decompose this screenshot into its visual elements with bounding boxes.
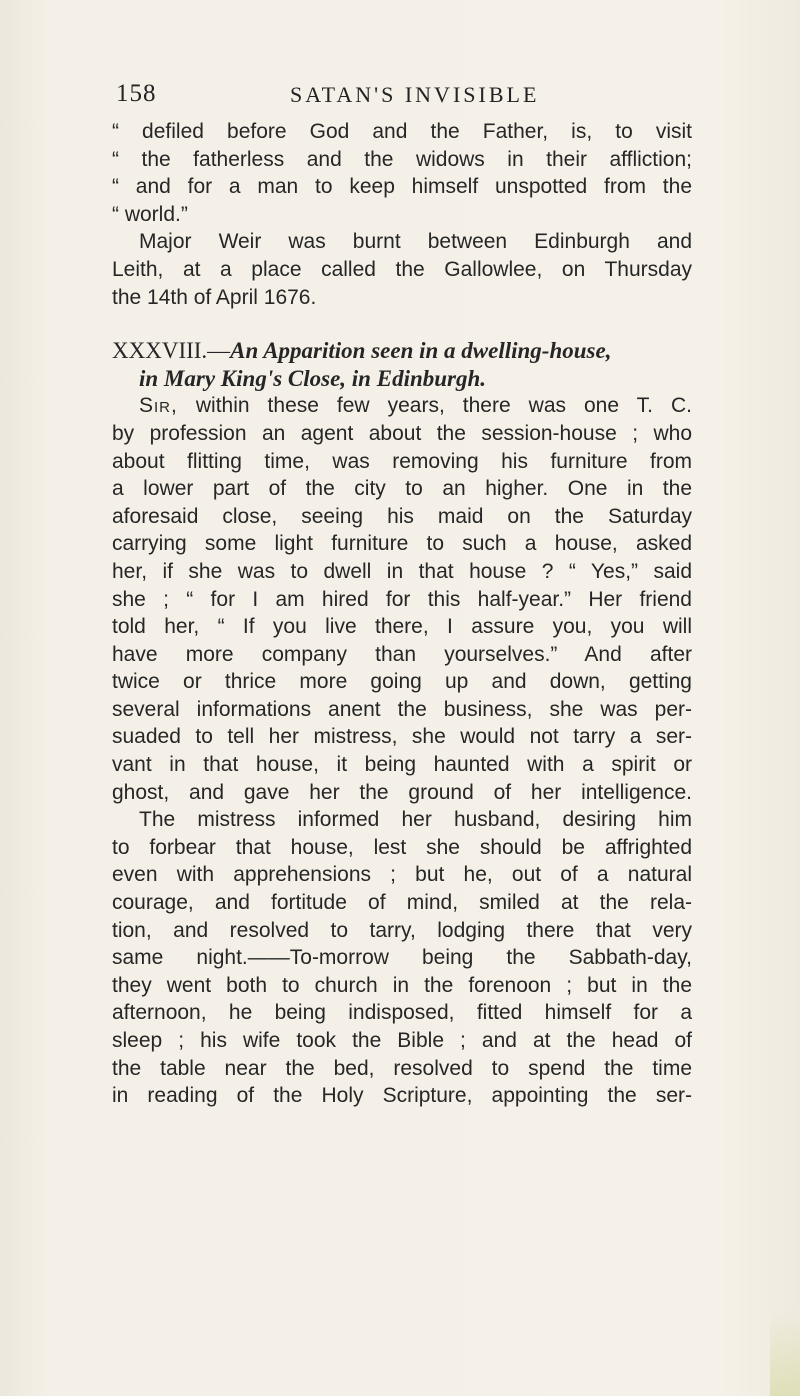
page-header — [108, 74, 688, 114]
text-line: sleep ; his wife took the Bible ; and at the head of — [112, 1029, 692, 1052]
page-number: 158 — [116, 80, 157, 107]
text-line: “ defiled before God and the Father, is, to visit — [112, 120, 692, 143]
text-line: about flitting time, was removing his furniture from — [112, 449, 692, 473]
text-line: have more company than yourselves.” And after — [112, 642, 692, 666]
text-line: even with apprehensions ; but he, out of a natural — [112, 863, 692, 887]
text-line: to forbear that house, lest she should be affrighted — [112, 835, 692, 859]
text-line: Major Weir was burnt between Edinburgh and — [139, 230, 692, 254]
text-line: her, if she was to dwell in that house ? “ Yes,” said — [112, 559, 692, 583]
text-line: ghost, and gave her the ground of her intelligence. — [112, 780, 692, 804]
text-line: she ; “ for I am hired for this half-year.” Her friend — [112, 587, 692, 611]
text-line: “ the fatherless and the widows in their affliction; — [112, 147, 692, 171]
text-line: vant in that house, it being haunted with a spirit or — [112, 753, 692, 777]
text-line: “ and for a man to keep himself unspotted from the — [112, 175, 692, 199]
section-gap — [112, 311, 692, 337]
text-line: “ world.” — [112, 202, 188, 226]
text-line: a lower part of the city to an higher. One in the — [112, 477, 692, 501]
text-line: tion, and resolved to tarry, lodging there that very — [112, 918, 692, 942]
page-body — [112, 118, 692, 1110]
text-line: the 14th of April 1676. — [112, 285, 317, 309]
text-line: same night.——To-morrow being the Sabbath-day, — [112, 946, 692, 970]
text-line: several informations anent the business, she was per- — [112, 697, 692, 721]
text-line: by profession an agent about the session-house ; who — [112, 421, 692, 445]
page-stain — [770, 1310, 800, 1396]
section-heading — [112, 337, 692, 365]
section-number: XXXVIII.— — [112, 338, 231, 364]
text-line: twice or thrice more going up and down, getting — [112, 670, 692, 694]
text-line: they went both to church in the forenoon ; but in the — [112, 973, 692, 997]
text-line-rest: within these few years, there was one T. C. — [195, 394, 692, 418]
section-title-line1: An Apparition seen in a dwelling-house, — [230, 338, 612, 364]
text-line: suaded to tell her mistress, she would not tarry a ser- — [112, 725, 692, 749]
text-line: courage, and fortitude of mind, smiled at the rela- — [112, 891, 692, 915]
salutation: Sir, — [139, 394, 178, 418]
section-title-line2: in Mary King's Close, in Edinburgh. — [139, 365, 487, 391]
text-line: Leith, at a place called the Gallowlee, on Thursday — [112, 257, 692, 281]
running-title: SATAN'S INVISIBLE — [290, 82, 540, 107]
text-line: in reading of the Holy Scripture, appointing the ser- — [112, 1084, 692, 1108]
text-line: told her, “ If you live there, I assure you, you will — [112, 615, 692, 639]
text-line: aforesaid close, seeing his maid on the Saturday — [112, 504, 692, 528]
section-heading-cont — [112, 365, 692, 393]
text-line — [112, 392, 692, 420]
text-line: the table near the bed, resolved to spend the time — [112, 1056, 692, 1080]
text-line: afternoon, he being indisposed, fitted himself for a — [112, 1001, 692, 1025]
text-line: carrying some light furniture to such a house, asked — [112, 532, 692, 556]
text-line: The mistress informed her husband, desiring him — [139, 808, 692, 832]
